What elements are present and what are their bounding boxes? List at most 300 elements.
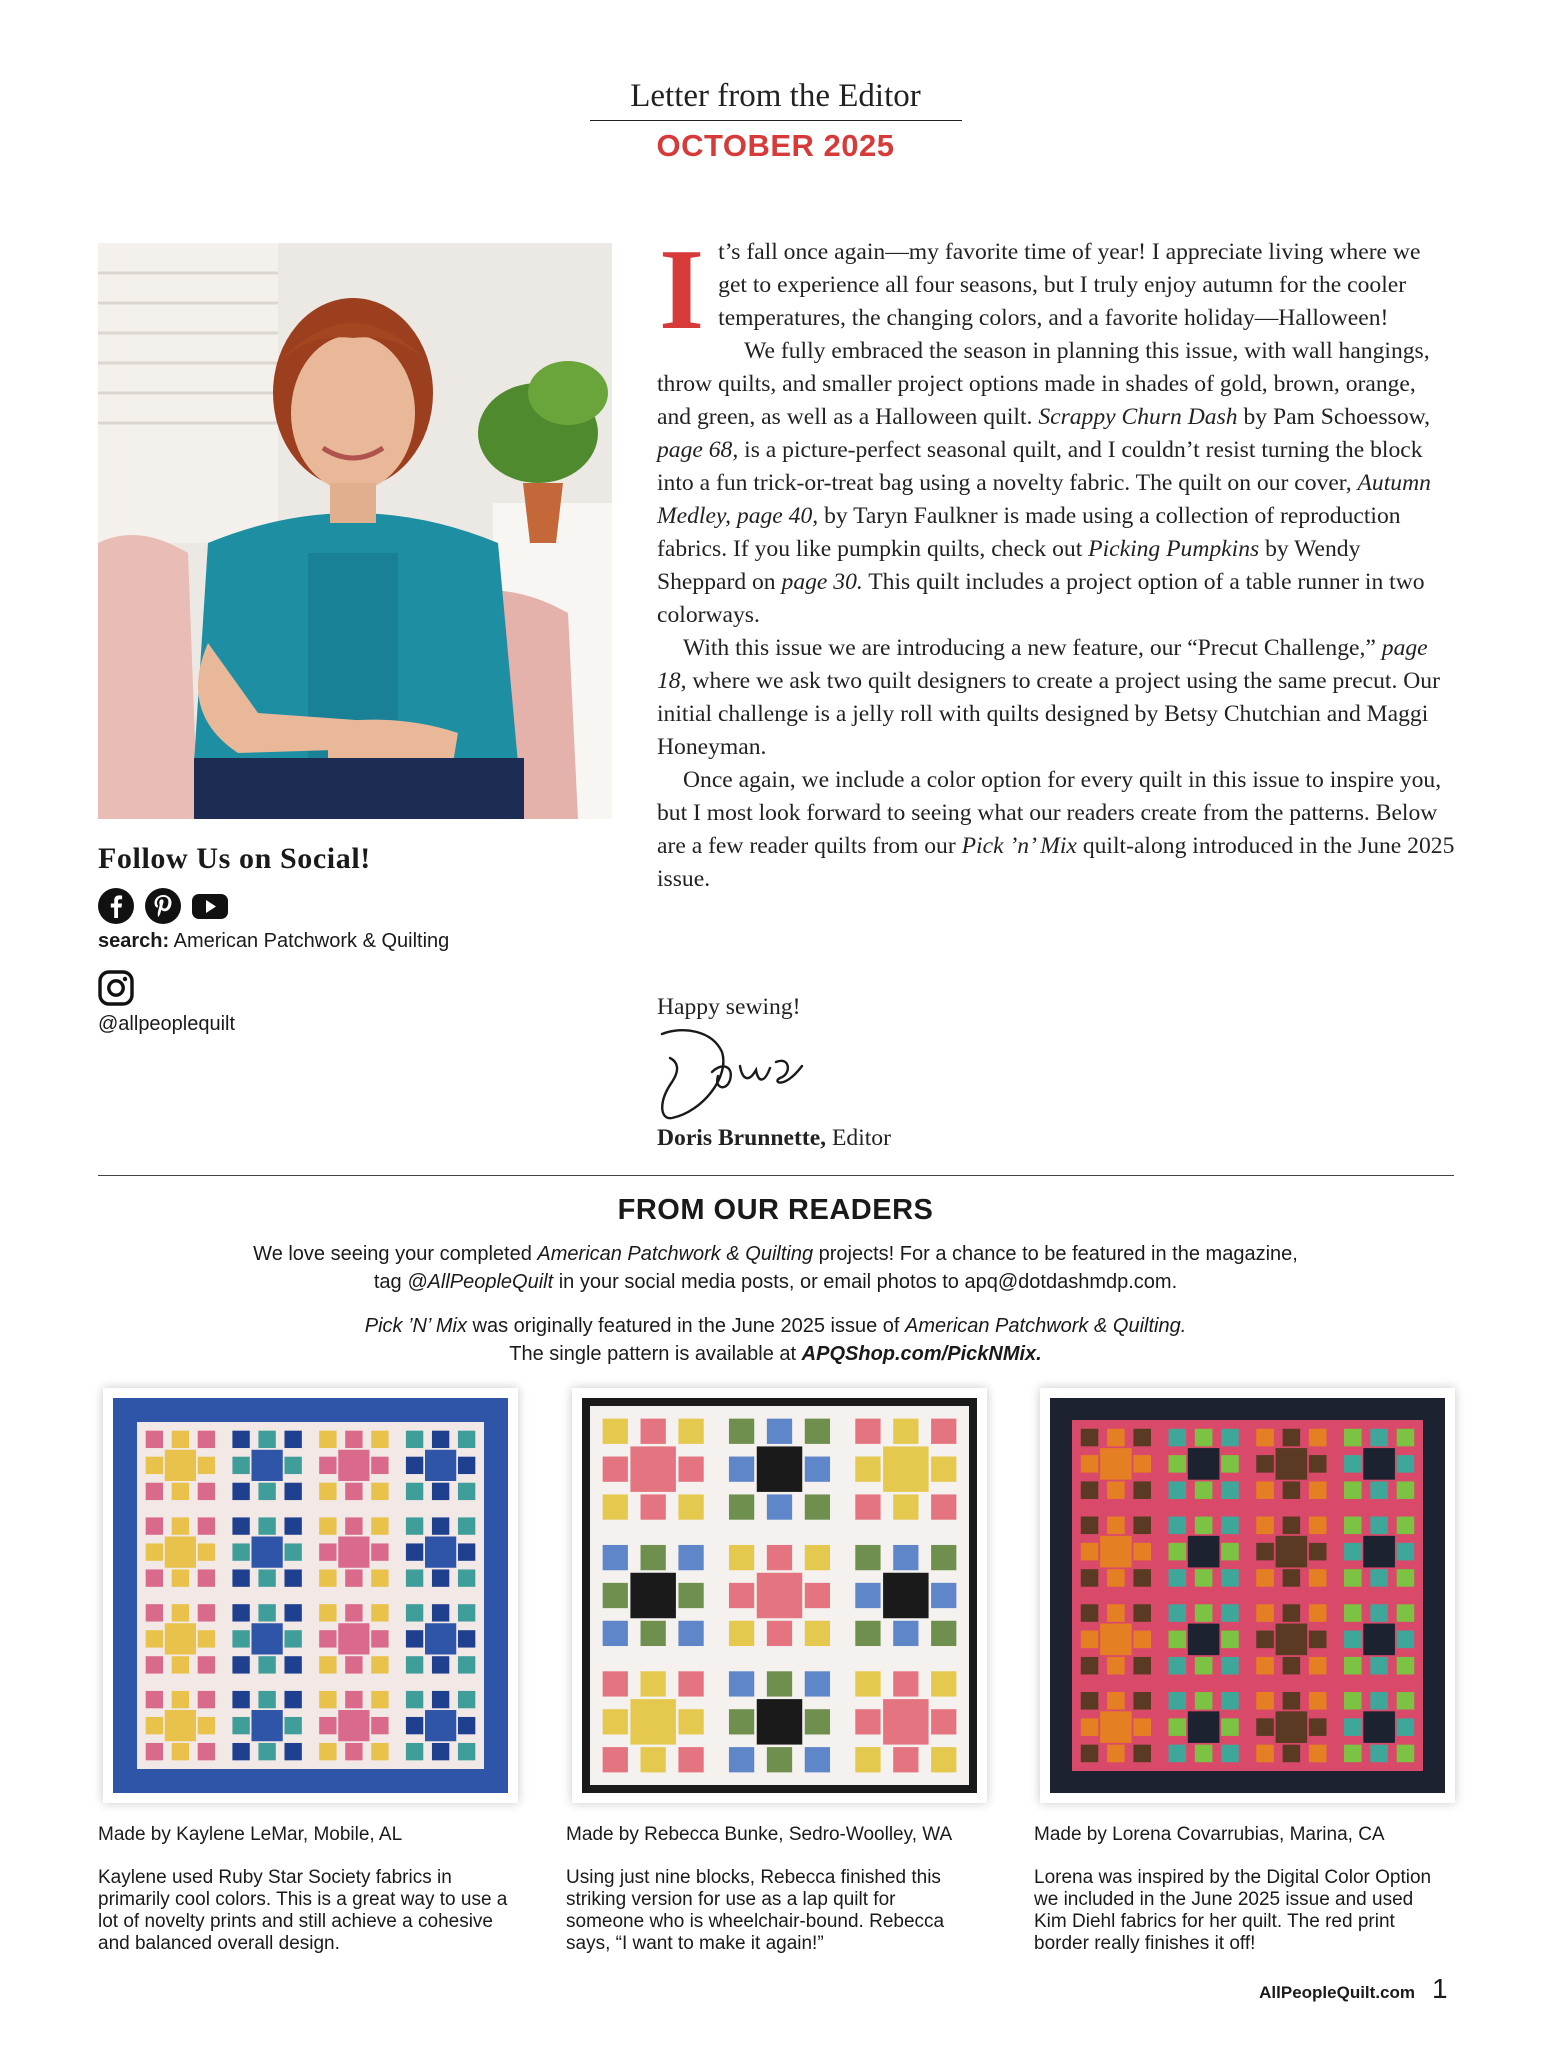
- quilt-patch: [345, 1656, 362, 1673]
- quilt-patch: [458, 1517, 475, 1534]
- instagram-icon[interactable]: [98, 970, 134, 1006]
- quilt-patch: [258, 1483, 275, 1500]
- search-value: American Patchwork & Quilting: [173, 930, 450, 952]
- quilt-patch: [767, 1545, 792, 1570]
- quilt-patch: [258, 1656, 275, 1673]
- quilt-patch: [1370, 1569, 1388, 1587]
- quilt-patch: [1344, 1569, 1362, 1587]
- quilt-patch: [1195, 1604, 1213, 1622]
- paragraph-text: t’s fall once again—my favorite time of year! I appreciate living where we get to experience all four seasons, but I truly enjoy autumn for the cooler temperatures, the changing colors, and a favorite holiday—Halloween!: [718, 239, 1421, 331]
- quilt-illustration: [582, 1398, 977, 1793]
- quilt-patch: [883, 1699, 928, 1744]
- quilt-patch: [371, 1743, 388, 1760]
- quilt-patch: [805, 1583, 830, 1608]
- quilt-patch: [1370, 1657, 1388, 1675]
- quilt-patch: [678, 1457, 703, 1482]
- quilt-patch: [767, 1419, 792, 1444]
- quilt-patch: [729, 1494, 754, 1519]
- text-run: The single pattern is available at: [509, 1343, 797, 1365]
- quilt-patch: [232, 1431, 249, 1448]
- quilt-patch: [729, 1457, 754, 1482]
- page-ref: page 30.: [781, 569, 863, 595]
- quilt-patch: [883, 1446, 928, 1491]
- quilt-patch: [603, 1747, 628, 1772]
- quilt-patch: [319, 1517, 336, 1534]
- quilt-illustration: [113, 1398, 508, 1793]
- quilt-patch: [345, 1431, 362, 1448]
- quilt-patch: [458, 1457, 475, 1474]
- quilt-patch: [371, 1630, 388, 1647]
- quilt-patch: [1081, 1429, 1099, 1447]
- quilt-patch: [1107, 1657, 1125, 1675]
- quilt-patch: [258, 1431, 275, 1448]
- quilt-patch: [1169, 1429, 1187, 1447]
- quilt-patch: [1169, 1481, 1187, 1499]
- text-run: quilt-along introduced in the June 2025 issue.: [657, 833, 1455, 892]
- quilt-patch: [1107, 1481, 1125, 1499]
- quilt-patch: [757, 1573, 802, 1618]
- quilt-patch: [319, 1604, 336, 1621]
- quilt-name: Autumn Medley, page 40,: [657, 470, 1431, 529]
- quilt-patch: [1100, 1711, 1132, 1743]
- quilt-patch: [1276, 1711, 1308, 1743]
- text-run: where we ask two quilt designers to create a project using the same precut. Our initial challenge is a jelly roll with quilts designed by Betsy Chutchian and Maggi Honeyman.: [657, 668, 1440, 760]
- facebook-icon[interactable]: [98, 888, 134, 924]
- quilt-patch: [232, 1717, 249, 1734]
- quilt-patch: [1397, 1517, 1415, 1535]
- quilt-patch: [1221, 1692, 1239, 1710]
- quilt-patch: [172, 1569, 189, 1586]
- quilt-patch: [1344, 1745, 1362, 1763]
- quilt-patch: [931, 1545, 956, 1570]
- quilt-patch: [1370, 1517, 1388, 1535]
- quilt-patch: [1188, 1624, 1220, 1656]
- quilt-patch: [146, 1691, 163, 1708]
- quilt-patch: [1256, 1569, 1274, 1587]
- quilt-patch: [678, 1583, 703, 1608]
- quilt-patch: [406, 1457, 423, 1474]
- quilt-patch: [338, 1710, 369, 1741]
- letter-paragraph: [657, 226, 1455, 354]
- quilt-patch: [1344, 1604, 1362, 1622]
- quilt-patch: [1309, 1631, 1327, 1649]
- quilt-patch: [1344, 1692, 1362, 1710]
- quilt-patch: [603, 1494, 628, 1519]
- quilt-patch: [345, 1569, 362, 1586]
- quilt-patch: [1363, 1448, 1395, 1480]
- quilt-patch: [855, 1671, 880, 1696]
- quilt-patch: [1081, 1657, 1099, 1675]
- quilt-patch: [1344, 1481, 1362, 1499]
- quilt-patch: [319, 1543, 336, 1560]
- quilt-patch: [1169, 1718, 1187, 1736]
- quilt-patch: [1133, 1718, 1151, 1736]
- quilt-patch: [198, 1630, 215, 1647]
- quilt-patch: [198, 1656, 215, 1673]
- quilt-name: Scrappy Churn Dash: [1038, 404, 1238, 430]
- quilt-patch: [1283, 1517, 1301, 1535]
- editor-signature: [652, 1022, 812, 1132]
- quilt-patch: [284, 1457, 301, 1474]
- quilt-patch: [1283, 1745, 1301, 1763]
- quilt-credit: Made by Rebecca Bunke, Sedro-Woolley, WA: [566, 1824, 953, 1845]
- quilt-patch: [458, 1630, 475, 1647]
- quilt-patch: [252, 1537, 283, 1568]
- quilt-patch: [432, 1691, 449, 1708]
- quilt-patch: [1256, 1657, 1274, 1675]
- quilt-patch: [767, 1671, 792, 1696]
- quilt-patch: [1081, 1569, 1099, 1587]
- quilt-patch: [1397, 1631, 1415, 1649]
- section-title: Letter from the Editor: [630, 78, 921, 114]
- text-run: We fully embraced the season in planning this issue, with wall hangings, throw quilts, and smaller project options made in shades of gold, brown, orange, and green, as well as a Halloween quilt.: [657, 338, 1430, 430]
- quilt-patch: [1169, 1657, 1187, 1675]
- title-rule: [590, 120, 962, 121]
- quilt-patch: [641, 1494, 666, 1519]
- quilt-name: Pick ’n’ Mix: [961, 833, 1077, 859]
- quilt-patch: [258, 1743, 275, 1760]
- quilt-patch: [757, 1699, 802, 1744]
- magazine-name: American Patchwork & Quilting: [537, 1243, 814, 1265]
- editor-photo: [98, 243, 612, 819]
- quilt-name: Picking Pumpkins: [1088, 536, 1260, 562]
- quilt-patch: [678, 1419, 703, 1444]
- quilt-patch: [165, 1537, 196, 1568]
- quilt-patch: [1344, 1718, 1362, 1736]
- text-run: With this issue we are introducing a new feature, our “Precut Challenge,”: [683, 635, 1376, 661]
- quilt-patch: [146, 1431, 163, 1448]
- quilt-patch: [371, 1691, 388, 1708]
- quilt-patch: [371, 1569, 388, 1586]
- quilt-patch: [146, 1630, 163, 1647]
- quilt-patch: [1188, 1536, 1220, 1568]
- quilt-illustration: [1050, 1398, 1445, 1793]
- quilt-patch: [855, 1457, 880, 1482]
- quilt-patch: [1221, 1517, 1239, 1535]
- magazine-name: American Patchwork & Quilting.: [905, 1315, 1187, 1337]
- quilt-patch: [432, 1431, 449, 1448]
- quilt-patch: [1133, 1569, 1151, 1587]
- quilt-patch: [1397, 1455, 1415, 1473]
- quilt-patch: [319, 1483, 336, 1500]
- text-run: in your social media posts, or email photos to apq@dotdashmdp.com.: [558, 1271, 1178, 1293]
- social-heading: Follow Us on Social!: [98, 842, 371, 875]
- quilt-patch: [1397, 1657, 1415, 1675]
- quilt-patch: [1256, 1692, 1274, 1710]
- quilt-patch: [1256, 1455, 1274, 1473]
- quilt-patch: [198, 1517, 215, 1534]
- quilt-patch: [855, 1709, 880, 1734]
- quilt-patch: [198, 1604, 215, 1621]
- instagram-handle[interactable]: @allpeoplequilt: [98, 1013, 236, 1035]
- quilt-patch: [1221, 1543, 1239, 1561]
- quilt-patch: [805, 1621, 830, 1646]
- quilt-patch: [1081, 1692, 1099, 1710]
- quilt-patch: [406, 1656, 423, 1673]
- quilt-patch: [232, 1604, 249, 1621]
- quilt-patch: [1309, 1718, 1327, 1736]
- quilt-patch: [458, 1743, 475, 1760]
- letter-paragraph: [657, 335, 1455, 632]
- quilt-patch: [678, 1494, 703, 1519]
- quilt-patch: [1195, 1517, 1213, 1535]
- quilt-patch: [805, 1747, 830, 1772]
- quilt-patch: [1256, 1718, 1274, 1736]
- quilt-patch: [1169, 1543, 1187, 1561]
- quilt-patch: [603, 1709, 628, 1734]
- quilt-patch: [406, 1431, 423, 1448]
- quilt-patch: [641, 1747, 666, 1772]
- quilt-patch: [1221, 1631, 1239, 1649]
- quilt-patch: [1370, 1604, 1388, 1622]
- quilt-patch: [198, 1569, 215, 1586]
- quilt-patch: [1370, 1745, 1388, 1763]
- quilt-patch: [198, 1483, 215, 1500]
- quilt-patch: [406, 1630, 423, 1647]
- social-search-text: [98, 930, 449, 953]
- quilt-patch: [284, 1691, 301, 1708]
- quilt-patch: [1309, 1455, 1327, 1473]
- pinterest-icon[interactable]: [145, 888, 181, 924]
- quilt-patch: [458, 1656, 475, 1673]
- quilt-patch: [893, 1671, 918, 1696]
- quilt-patch: [406, 1569, 423, 1586]
- quilt-patch: [345, 1604, 362, 1621]
- quilt-description: Using just nine blocks, Rebecca finished this striking version for use as a lap quilt for someone who is wheelchair-bound. Rebecca says, “I want to make it again!”: [566, 1867, 945, 1954]
- quilt-patch: [258, 1604, 275, 1621]
- quilt-patch: [1344, 1631, 1362, 1649]
- youtube-icon[interactable]: [192, 888, 228, 924]
- quilt-patch: [371, 1457, 388, 1474]
- quilt-patch: [1397, 1429, 1415, 1447]
- quilt-patch: [1133, 1455, 1151, 1473]
- quilt-patch: [172, 1517, 189, 1534]
- quilt-patch: [1221, 1569, 1239, 1587]
- quilt-patch: [319, 1630, 336, 1647]
- quilt-patch: [855, 1419, 880, 1444]
- quilt-patch: [1133, 1657, 1151, 1675]
- quilt-patch: [1363, 1624, 1395, 1656]
- quilt-patch: [855, 1583, 880, 1608]
- quilt-patch: [630, 1573, 675, 1618]
- website-footer[interactable]: AllPeopleQuilt.com: [1259, 1983, 1415, 2002]
- page-ref: page 68,: [657, 437, 739, 463]
- readers-heading: FROM OUR READERS: [617, 1194, 934, 1226]
- text-run: by Taryn Faulkner is made using a collection of reproduction fabrics. If you like pumpkin quilts, check out: [657, 503, 1401, 562]
- quilt-patch: [425, 1450, 456, 1481]
- text-run: This quilt includes a project option of a table runner in two colorways.: [657, 569, 1425, 628]
- reader-quilt-photo: [572, 1388, 987, 1803]
- quilt-patch: [883, 1573, 928, 1618]
- quilt-patch: [1256, 1631, 1274, 1649]
- editor-name: Doris Brunnette,: [657, 1125, 827, 1151]
- quilt-patch: [146, 1543, 163, 1560]
- quilt-patch: [345, 1517, 362, 1534]
- quilt-patch: [345, 1743, 362, 1760]
- shop-link[interactable]: APQShop.com/PickNMix.: [801, 1343, 1042, 1365]
- quilt-patch: [319, 1656, 336, 1673]
- quilt-patch: [1195, 1429, 1213, 1447]
- quilt-patch: [729, 1747, 754, 1772]
- quilt-patch: [198, 1543, 215, 1560]
- quilt-patch: [1344, 1429, 1362, 1447]
- quilt-patch: [1344, 1543, 1362, 1561]
- quilt-patch: [641, 1621, 666, 1646]
- quilt-patch: [284, 1431, 301, 1448]
- quilt-patch: [1309, 1745, 1327, 1763]
- quilt-patch: [931, 1621, 956, 1646]
- quilt-patch: [284, 1483, 301, 1500]
- quilt-patch: [1344, 1517, 1362, 1535]
- quilt-patch: [146, 1717, 163, 1734]
- quilt-patch: [678, 1747, 703, 1772]
- quilt-patch: [406, 1543, 423, 1560]
- quilt-patch: [406, 1517, 423, 1534]
- quilt-patch: [1133, 1517, 1151, 1535]
- quilt-patch: [284, 1543, 301, 1560]
- quilt-patch: [1107, 1569, 1125, 1587]
- quilt-patch: [1221, 1429, 1239, 1447]
- quilt-patch: [232, 1457, 249, 1474]
- quilt-patch: [345, 1691, 362, 1708]
- quilt-patch: [729, 1583, 754, 1608]
- quilt-patch: [432, 1483, 449, 1500]
- quilt-patch: [931, 1457, 956, 1482]
- text-run: was originally featured in the June 2025 issue of: [472, 1315, 900, 1337]
- quilt-patch: [729, 1419, 754, 1444]
- quilt-patch: [1195, 1692, 1213, 1710]
- page-ref: page 18,: [657, 635, 1428, 694]
- social-tag: @AllPeopleQuilt: [407, 1271, 554, 1293]
- quilt-patch: [805, 1709, 830, 1734]
- quilt-patch: [1100, 1448, 1132, 1480]
- quilt-patch: [678, 1709, 703, 1734]
- quilt-patch: [1309, 1429, 1327, 1447]
- quilt-patch: [258, 1691, 275, 1708]
- quilt-patch: [1169, 1745, 1187, 1763]
- quilt-patch: [258, 1569, 275, 1586]
- quilt-patch: [1363, 1536, 1395, 1568]
- quilt-patch: [252, 1710, 283, 1741]
- quilt-patch: [1283, 1429, 1301, 1447]
- quilt-patch: [458, 1691, 475, 1708]
- quilt-credit: Made by Lorena Covarrubias, Marina, CA: [1034, 1824, 1385, 1845]
- quilt-patch: [258, 1517, 275, 1534]
- quilt-patch: [198, 1691, 215, 1708]
- quilt-patch: [338, 1623, 369, 1654]
- quilt-patch: [729, 1671, 754, 1696]
- quilt-patch: [1195, 1657, 1213, 1675]
- quilt-patch: [1081, 1481, 1099, 1499]
- quilt-patch: [284, 1717, 301, 1734]
- quilt-patch: [1397, 1604, 1415, 1622]
- quilt-patch: [371, 1656, 388, 1673]
- quilt-patch: [1397, 1481, 1415, 1499]
- quilt-patch: [284, 1656, 301, 1673]
- quilt-patch: [1309, 1569, 1327, 1587]
- quilt-patch: [1397, 1745, 1415, 1763]
- pattern-note: [0, 1312, 1551, 1368]
- quilt-patch: [931, 1747, 956, 1772]
- quilt-patch: [1169, 1692, 1187, 1710]
- quilt-patch: [1309, 1517, 1327, 1535]
- quilt-patch: [1133, 1429, 1151, 1447]
- letter-paragraph: [657, 632, 1455, 764]
- editor-signoff: [657, 1125, 891, 1152]
- quilt-patch: [1370, 1692, 1388, 1710]
- text-run: is a picture-perfect seasonal quilt, and I couldn’t resist turning the block into a fun trick-or-treat bag using a novelty fabric. The quilt on our cover,: [657, 437, 1423, 496]
- quilt-patch: [458, 1483, 475, 1500]
- quilt-patch: [165, 1710, 196, 1741]
- quilt-patch: [603, 1419, 628, 1444]
- quilt-patch: [371, 1517, 388, 1534]
- quilt-patch: [1309, 1604, 1327, 1622]
- quilt-patch: [641, 1671, 666, 1696]
- quilt-patch: [603, 1457, 628, 1482]
- quilt-patch: [146, 1483, 163, 1500]
- quilt-patch: [1397, 1692, 1415, 1710]
- quilt-patch: [146, 1569, 163, 1586]
- text-run: We love seeing your completed: [253, 1243, 532, 1265]
- quilt-patch: [284, 1604, 301, 1621]
- quilt-patch: [198, 1743, 215, 1760]
- quilt-patch: [757, 1446, 802, 1491]
- quilt-patch: [1133, 1631, 1151, 1649]
- quilt-patch: [198, 1431, 215, 1448]
- quilt-patch: [1309, 1543, 1327, 1561]
- quilt-patch: [1133, 1481, 1151, 1499]
- quilt-patch: [1133, 1543, 1151, 1561]
- quilt-patch: [406, 1717, 423, 1734]
- quilt-patch: [425, 1537, 456, 1568]
- quilt-patch: [893, 1494, 918, 1519]
- issue-date: OCTOBER 2025: [656, 128, 895, 163]
- quilt-patch: [855, 1494, 880, 1519]
- quilt-patch: [729, 1621, 754, 1646]
- quilt-patch: [1256, 1481, 1274, 1499]
- quilt-patch: [767, 1494, 792, 1519]
- quilt-patch: [232, 1569, 249, 1586]
- quilt-patch: [641, 1545, 666, 1570]
- quilt-patch: [1107, 1692, 1125, 1710]
- quilt-patch: [1256, 1604, 1274, 1622]
- quilt-patch: [1107, 1429, 1125, 1447]
- quilt-patch: [1188, 1448, 1220, 1480]
- quilt-patch: [406, 1483, 423, 1500]
- pattern-name: Pick ’N’ Mix: [364, 1315, 467, 1337]
- closing-line: Happy sewing!: [657, 994, 801, 1020]
- letter-paragraph: [657, 764, 1455, 896]
- quilt-patch: [284, 1743, 301, 1760]
- quilt-patch: [1133, 1745, 1151, 1763]
- quilt-patch: [1397, 1543, 1415, 1561]
- quilt-patch: [425, 1623, 456, 1654]
- quilt-patch: [146, 1517, 163, 1534]
- quilt-patch: [678, 1671, 703, 1696]
- quilt-patch: [855, 1545, 880, 1570]
- quilt-patch: [1370, 1429, 1388, 1447]
- quilt-patch: [855, 1621, 880, 1646]
- quilt-patch: [1081, 1455, 1099, 1473]
- quilt-patch: [729, 1545, 754, 1570]
- quilt-patch: [371, 1717, 388, 1734]
- quilt-credit: Made by Kaylene LeMar, Mobile, AL: [98, 1824, 403, 1845]
- quilt-patch: [1256, 1517, 1274, 1535]
- quilt-patch: [458, 1569, 475, 1586]
- quilt-patch: [172, 1483, 189, 1500]
- quilt-patch: [931, 1671, 956, 1696]
- quilt-patch: [678, 1621, 703, 1646]
